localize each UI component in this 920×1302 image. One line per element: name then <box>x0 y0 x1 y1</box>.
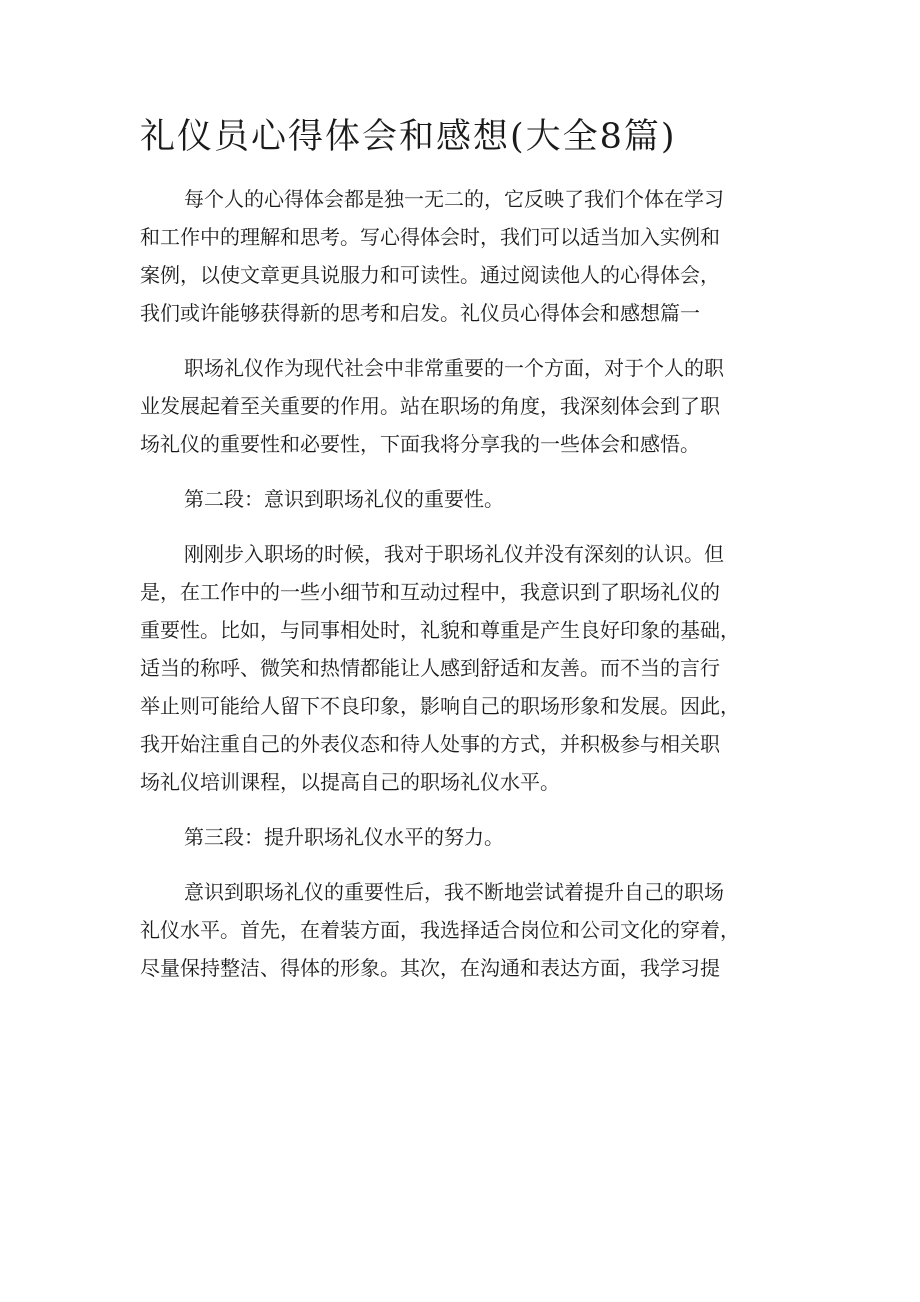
text-line: 意识到职场礼仪的重要性后，我不断地尝试着提升自己的职场 <box>184 880 724 904</box>
text-line: 场礼仪的重要性和必要性，下面我将分享我的一些体会和感悟。 <box>140 432 700 456</box>
text-line: 业发展起着至关重要的作用。站在职场的角度，我深刻体会到了职 <box>140 394 720 418</box>
section-heading: 第三段：提升职场礼仪水平的努力。 <box>184 825 504 849</box>
document-body <box>140 180 790 1004</box>
text-line: 礼仪水平。首先，在着装方面，我选择适合岗位和公司文化的穿着， <box>140 918 740 942</box>
text-line: 我开始注重自己的外表仪态和待人处事的方式，并积极参与相关职 <box>140 732 720 756</box>
intro-paragraph <box>140 180 790 332</box>
text-line: 是，在工作中的一些小细节和互动过程中，我意识到了职场礼仪的 <box>140 580 720 604</box>
section-heading-paragraph <box>140 818 790 856</box>
text-line: 适当的称呼、微笑和热情都能让人感到舒适和友善。而不当的言行 <box>140 656 720 680</box>
text-line: 举止则可能给人留下不良印象，影响自己的职场形象和发展。因此， <box>140 694 740 718</box>
text-line: 我们或许能够获得新的思考和启发。礼仪员心得体会和感想篇一 <box>140 301 700 325</box>
body-paragraph <box>140 535 790 801</box>
section-heading: 第二段：意识到职场礼仪的重要性。 <box>184 487 504 511</box>
text-line: 案例，以使文章更具说服力和可读性。通过阅读他人的心得体会， <box>140 263 720 287</box>
body-paragraph <box>140 873 790 987</box>
text-line: 刚刚步入职场的时候，我对于职场礼仪并没有深刻的认识。但 <box>184 542 724 566</box>
text-line: 重要性。比如，与同事相处时，礼貌和尊重是产生良好印象的基础， <box>140 618 740 642</box>
text-line: 职场礼仪作为现代社会中非常重要的一个方面，对于个人的职 <box>184 356 724 380</box>
section-heading-paragraph <box>140 480 790 518</box>
document-title: 礼仪员心得体会和感想(大全8篇) <box>140 117 677 157</box>
text-line: 尽量保持整洁、得体的形象。其次，在沟通和表达方面，我学习提 <box>140 956 720 980</box>
body-paragraph <box>140 349 790 463</box>
text-line: 每个人的心得体会都是独一无二的，它反映了我们个体在学习 <box>184 187 724 211</box>
text-line: 场礼仪培训课程，以提高自己的职场礼仪水平。 <box>140 770 560 794</box>
text-line: 和工作中的理解和思考。写心得体会时，我们可以适当加入实例和 <box>140 225 720 249</box>
